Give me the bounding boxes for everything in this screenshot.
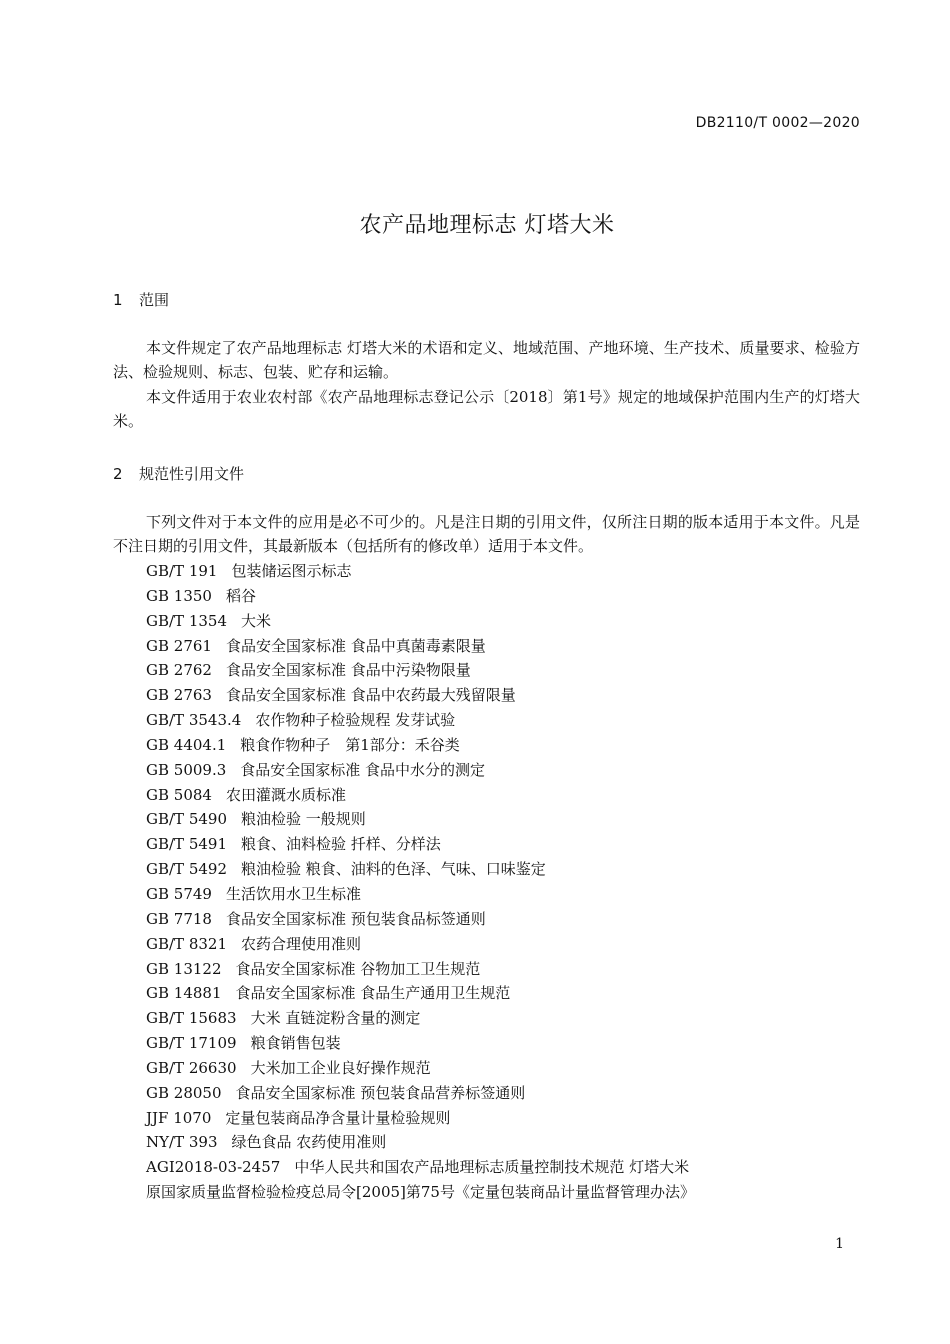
reference-name: 食品安全国家标准 谷物加工卫生规范 [235,959,481,978]
reference-item [146,733,695,758]
reference-code: GB/T 17109 [146,1034,237,1053]
document-title: 农产品地理标志 灯塔大米 [359,213,615,238]
reference-name: 食品安全国家标准 食品中水分的测定 [240,760,486,779]
scope-paragraph-1: 本文件规定了农产品地理标志 灯塔大米的术语和定义、地域范围、产地环境、生产技术、质量要求、检验方法、检验规则、标志、包装、贮存和运输。 [113,339,860,381]
reference-name: 绿色食品 农药使用准则 [231,1133,387,1152]
reference-list [146,559,695,1205]
reference-name: 食品安全国家标准 食品中污染物限量 [225,661,471,680]
reference-name: 粮油检验 一般规则 [241,810,366,829]
reference-name: 粮食销售包装 [250,1034,341,1053]
reference-item [146,1130,695,1155]
reference-code: GB 13122 [146,959,222,978]
reference-code: GB 5084 [146,785,212,804]
reference-name: 食品安全国家标准 食品中真菌毒素限量 [225,636,486,655]
reference-name: 食品安全国家标准 预包装食品标签通则 [225,909,486,928]
reference-item [146,634,695,659]
reference-name: 粮食、油料检验 扦样、分样法 [241,835,441,854]
reference-name: 农药合理使用准则 [241,934,362,953]
reference-item [146,1155,695,1180]
reference-name: 食品安全国家标准 食品生产通用卫生规范 [235,984,511,1003]
reference-name: 生活饮用水卫生标准 [225,884,361,903]
reference-item [146,957,695,982]
reference-item [146,584,695,609]
reference-item [146,981,695,1006]
reference-code: GB/T 5490 [146,810,228,829]
reference-code: GB 5749 [146,884,212,903]
section-title: 规范性引用文件 [139,465,245,483]
reference-name: 农作物种子检验规程 发芽试验 [255,711,456,730]
reference-item [146,932,695,957]
reference-name: 包装储运图示标志 [231,562,352,580]
reference-name: 粮油检验 粮食、油料的色泽、气味、口味鉴定 [241,860,546,879]
reference-item [146,683,695,708]
reference-code: GB/T 5491 [146,835,228,854]
reference-code: GB/T 191 [146,562,218,580]
page-number: 1 [835,1236,844,1252]
reference-name: 大米 直链淀粉含量的测定 [250,1009,421,1028]
reference-item [146,1106,695,1131]
reference-code: GB/T 1354 [146,611,228,630]
reference-code: GB 7718 [146,909,212,928]
reference-code: JJF 1070 [146,1108,212,1127]
reference-code: GB 2761 [146,636,212,655]
reference-code: GB/T 3543.4 [146,711,242,730]
section-number: 2 [113,465,123,483]
section-heading-normative-references [113,463,244,484]
reference-code: GB 14881 [146,984,222,1003]
reference-name: 食品安全国家标准 预包装食品营养标签通则 [235,1083,526,1102]
standard-code: DB2110/T 0002—2020 [695,115,860,131]
reference-code: GB 28050 [146,1083,222,1102]
reference-item [146,783,695,808]
reference-name: 大米加工企业良好操作规范 [250,1058,431,1077]
reference-item [146,609,695,634]
reference-code: AGI2018-03-2457 [146,1158,281,1177]
reference-code: GB 4404.1 [146,735,227,754]
reference-name: 农田灌溉水质标准 [225,785,346,804]
reference-item [146,1031,695,1056]
reference-item [146,1180,695,1205]
reference-item [146,882,695,907]
scope-paragraph-2: 本文件适用于农业农村部《农产品地理标志登记公示〔2018〕第1号》规定的地域保护范围内生产的灯塔大米。 [113,388,860,430]
reference-name: 粮食作物种子 第1部分：禾谷类 [240,735,460,754]
references-intro-paragraph: 下列文件对于本文件的应用是必不可少的。凡是注日期的引用文件，仅所注日期的版本适用于本文件。凡是不注日期的引用文件，其最新版本（包括所有的修改单）适用于本文件。 [113,513,860,555]
reference-item [146,1056,695,1081]
reference-item [146,832,695,857]
reference-item [146,758,695,783]
reference-code: GB/T 26630 [146,1058,237,1077]
reference-code: GB/T 8321 [146,934,228,953]
reference-code: 原国家质量监督检验检疫总局令[2005]第75号《定量包装商品计量监督管理办法》 [146,1183,695,1202]
reference-item [146,1006,695,1031]
reference-code: GB 2762 [146,661,212,680]
reference-name: 食品安全国家标准 食品中农药最大残留限量 [225,686,516,705]
reference-name: 稻谷 [225,586,256,605]
reference-item [146,907,695,932]
reference-item [146,857,695,882]
reference-code: GB 1350 [146,586,212,605]
reference-name: 定量包装商品净含量计量检验规则 [225,1108,451,1127]
reference-item [146,658,695,683]
reference-code: GB/T 15683 [146,1009,237,1028]
section-title: 范围 [139,291,170,309]
reference-code: GB 5009.3 [146,760,227,779]
reference-item [146,1081,695,1106]
reference-item [146,559,695,584]
reference-name: 中华人民共和国农产品地理标志质量控制技术规范 灯塔大米 [294,1158,690,1177]
reference-name: 大米 [241,611,272,630]
reference-code: GB/T 5492 [146,860,228,879]
reference-code: GB 2763 [146,686,212,705]
section-heading-scope [113,289,169,310]
reference-item [146,708,695,733]
reference-code: NY/T 393 [146,1133,218,1152]
reference-item [146,807,695,832]
section-number: 1 [113,291,123,309]
